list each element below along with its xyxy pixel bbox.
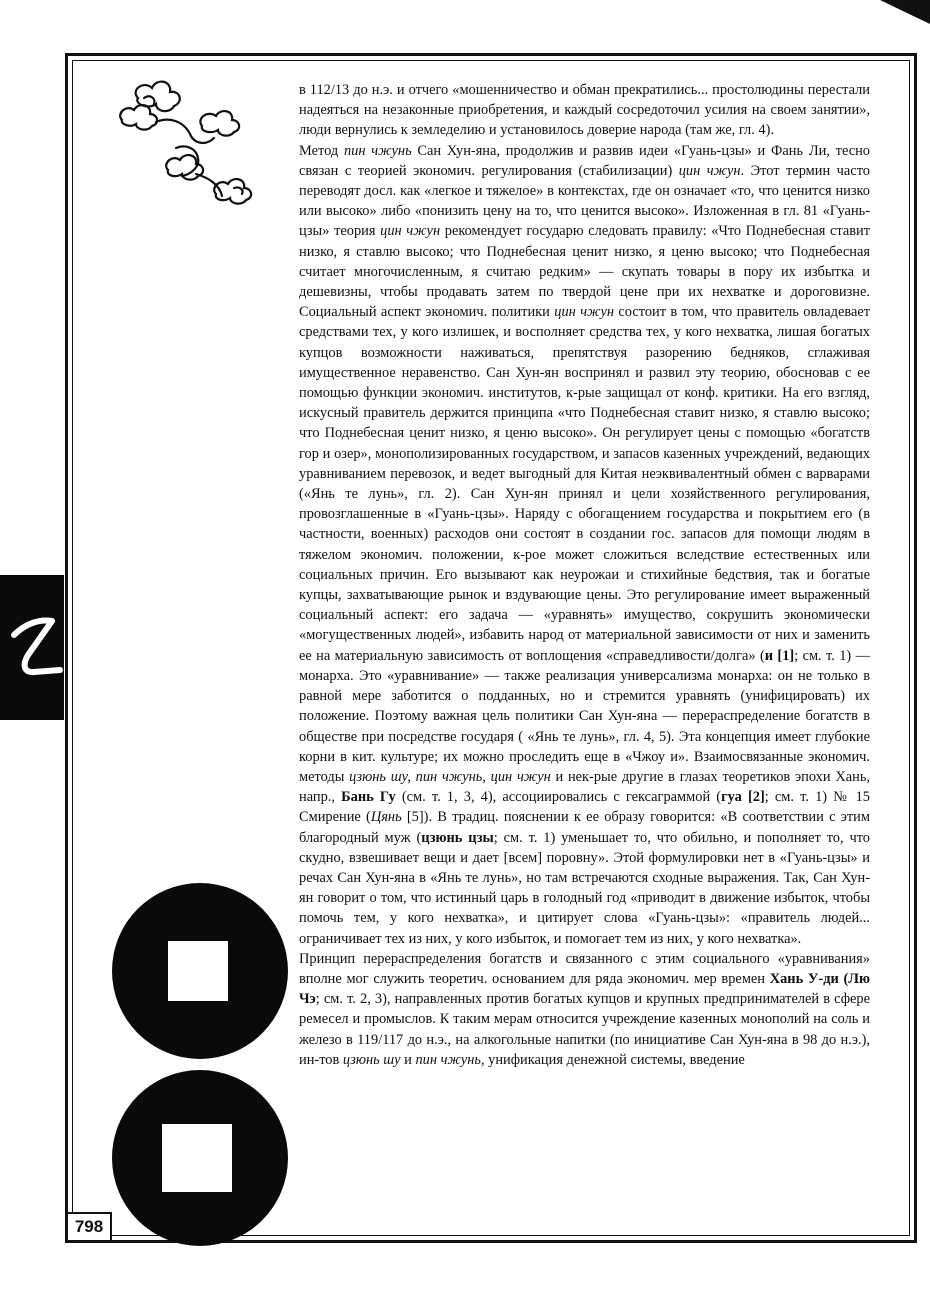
italic-term: цин чжун [554, 304, 614, 321]
text-run: и нек-рые другие в глазах теоретиков эпохи Хань, напр., [299, 768, 870, 806]
bold-cross-reference: Бань Гу [341, 789, 396, 806]
italic-term: пин чжунь [343, 142, 412, 159]
cloud-ornament-icon [116, 76, 276, 208]
italic-term: цин чжун [678, 162, 741, 179]
bold-cross-reference: Хань У-ди (Лю Чэ [299, 970, 870, 1008]
text-run: в 112/13 до н.э. и отчего «мошенничество и обман прекратились... простолюдины перестали надеяться на незаконные приобретения, и каждый сосредоточил усилия на своем занятии», люди вернулись к земледелию и установилось доверие народа (там же, гл. 4). [299, 82, 870, 139]
coin-illustration-square-hole [110, 1068, 290, 1248]
article-text-column [299, 80, 870, 1070]
margin-illustrations [68, 56, 298, 1240]
article-paragraph [299, 141, 870, 949]
text-run: (см. т. 1, 3, 4), ассоциировались с гексаграммой ( [395, 789, 722, 806]
article-paragraph [299, 80, 870, 141]
text-run: Сан Хун-яна, продолжив и развив идеи «Гуань-цзы» и Фань Ли, тесно связан с теорией экономич. регулирования (стабилизации) [299, 142, 870, 179]
text-run: ; см. т. 1) уменьшает то, что обильно, и пополняет то, что скудно, взвешивает вещи и дает [всем] поровну». Этой формулировки нет в «Гуань-цзы» и речах Сан Хун-яна в «Янь те лунь», но там встречаются сходные выражения. Так, Сан Хун-ян говорит о том, что истинный царь в голодный год «приводит в движение избыток, чтобы помочь тем, у кого нехватка», и цитирует слова «Гуань-цзы»: «правитель людей... ограничивает тех из них, у кого избыток, и помогает тем из них, у кого нехватка». [299, 829, 870, 947]
text-run: ; см. т. 1) № 15 Смирение ( [299, 789, 870, 826]
bold-cross-reference: и [1] [764, 647, 795, 664]
text-run: ; см. т. 2, 3), направленных против богатых купцов и крупных предпринимателей в сфере ремесел и промыслов. К таким мерам относится учреждение казенных монополий на соль и железо в 119/117 до н.э., на алкогольные напитки (по инициативе Сан Хун-яна в 98 до н.э.), ин-тов [299, 991, 870, 1068]
coin-illustration-square-hole [110, 881, 290, 1061]
italic-term: цзюнь шу [342, 1051, 401, 1068]
text-run: Принцип перераспределения богатств и связанного с этим социального «уравнивания» вполне мог служить теоретич. основанием для ряда экономич. мер времен [299, 950, 870, 987]
text-run: рекомендует государю следовать правилу: «Что Поднебесная ставит низко, я ставлю высоко; что Поднебесная ценит низко, я ценю высоко; что Поднебесная считает многочисленным, я считаю редким» — скупать товары в пору их избытка и дешевизны, чтобы продавать затем по твердой цене при их нехватке и дороговизне. Социальный аспект экономич. политики [299, 223, 871, 321]
italic-term: пин чжунь [415, 1051, 481, 1068]
text-run: и [400, 1051, 416, 1068]
text-run: , унификация денежной системы, введение [480, 1051, 745, 1068]
italic-term: цзюнь шу, пин чжунь, цин чжун [349, 768, 551, 785]
page-frame [65, 53, 917, 1243]
text-run: . Этот термин часто переводят досл. как «легкое и тяжелое» в контекстах, где он означает «то, что ценится низко или высоко» либо «понизить цену на то, что ценится высоко». Изложенная в гл. 81 «Гуань-цзы» теория [299, 162, 870, 240]
bold-cross-reference: гуа [2] [721, 789, 765, 806]
page-number: 798 [68, 1212, 112, 1240]
text-run: [5]). В традиц. пояснении к ее образу говорится: «В соответствии с этим благородный муж ( [299, 809, 870, 846]
italic-term: Цянь [370, 809, 402, 826]
text-run: ; см. т. 1) — монарха. Это «уравнивание» — также реализация универсализма монарха: он не только в равной мере заботится о подданных, но и стремится уравнять (унифицировать) их положение. Поэтому важная цель политики Сан Хун-яна — перераспределение богатств в обществе при посредстве государя ( «Янь те лунь», гл. 4, 5). Эта концепция имеет глубокие корни в кит. культуре; их можно проследить еще в «Чжоу и». Взаимосвязанные экономич. методы [299, 647, 870, 785]
corner-triangle-mark [880, 0, 930, 24]
italic-term: цин чжун [380, 223, 441, 240]
yi-character-icon [0, 575, 64, 720]
article-paragraph [299, 949, 870, 1070]
text-run: Метод [299, 142, 344, 159]
text-run: состоит в том, что правитель овладевает средствами тех, у кого излишек, и восполняет средства тех, у кого нехватка, лишая богатых купцов возможности наживаться, препятствуя разорению бедняков, сглаживая имущественное неравенство. Сан Хун-ян воспринял и развил эту теорию, обосновав с ее помощью функции экономич. институтов, к-рые защищал от конф. критики. На его взгляд, искусный правитель держится принципа «что Поднебесная ставит низко, я ставлю высоко; что Поднебесная ценит низко, я ценю высоко». Он регулирует цены с помощью «богатств гор и озер», монополизированных государством, и запасов казенных учреждений, ведающих уравниванием перевозок, и ведет выгодный для Китая неэквивалентный обмен с варварами («Янь те лунь», гл. 2). Сан Хун-ян принял и цели хозяйственного регулирования, провозглашенные в «Гуань-цзы». Наряду с обогащением государства и покрытием его (в частности, военных) расходов они состоят в создании гос. запасов для помощи людям в тяжелом экономич. положении, к-рое может сложиться вследствие естественных или социальных причин. Его вызывают как неурожаи и стихийные бедствия, так и богатые купцы, захватывающие рынок и вздувающие цены. Это регулирование имеет выраженный социальный аспект: его задача — «уравнять» имущество, сокрушить экономически «могущественных людей», избавить народ от материальной зависимости от них и заменить ее на материальную зависимость от воплощения «справедливости/долга» ( [299, 304, 871, 664]
bold-cross-reference: цзюнь цзы [421, 829, 494, 846]
section-thumb-tab [0, 575, 64, 720]
